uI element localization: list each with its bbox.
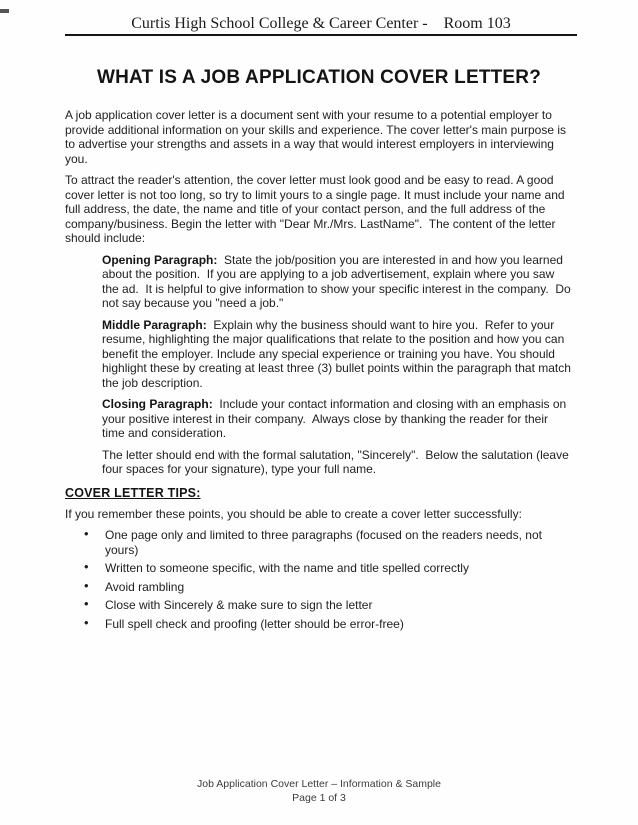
closing-paragraph-guide bbox=[102, 397, 572, 441]
salutation-note: The letter should end with the formal salutation, "Sincerely". Below the salutation (leave four spaces for your signature), type your full name. bbox=[102, 447, 573, 476]
footer-page-number: Page 1 of 3 bbox=[292, 792, 346, 804]
closing-paragraph-label: Closing Paragraph: bbox=[102, 397, 213, 411]
tips-heading: COVER LETTER TIPS: bbox=[65, 485, 201, 500]
middle-paragraph-label: Middle Paragraph: bbox=[102, 317, 207, 332]
intro-paragraph-2: To attract the reader's attention, the cover letter must look good and be easy to read. A good cover letter is not too long, so try to limit yours to a single page. It must include your name and full address, the date, the name and title of your contact person, and the full address of the company/business. Begin the letter with "Dear Mr./Mrs. LastName". The content of the letter should include: bbox=[65, 173, 568, 245]
tips-list bbox=[65, 528, 572, 631]
middle-paragraph-guide bbox=[102, 317, 575, 391]
opening-paragraph-text: State the job/position you are interested in and how you learned about the position. If you are applying to a job advertisement, explain where you saw the ad. It is helpful to give information to show your specific interest in the company. Do not say because you "need a job." bbox=[102, 252, 575, 310]
page-header bbox=[65, 0, 577, 36]
footer-title: Job Application Cover Letter – Information & Sample bbox=[197, 778, 441, 790]
tip-item: • Avoid rambling bbox=[65, 580, 572, 595]
tips-intro: If you remember these points, you should be able to create a cover letter successfully: bbox=[65, 506, 522, 521]
header-text: Curtis High School College & Career Center - Room 103 bbox=[131, 15, 511, 32]
closing-paragraph-text: Include your contact information and closing with an emphasis on your positive interest in their company. Always close by thanking the reader for their time and consideration. bbox=[102, 397, 570, 440]
page-title: WHAT IS A JOB APPLICATION COVER LETTER? bbox=[96, 67, 542, 88]
page-footer bbox=[0, 777, 638, 805]
opening-paragraph-guide bbox=[102, 252, 575, 311]
middle-paragraph-text: Explain why the business should want to hire you. Refer to your resume, highlighting the major qualifications that relate to the position and how you can benefit the employer. Include any special experience or training you have. You should highlight these by creating at least three (3) bullet points within the paragraph that match the job description. bbox=[102, 317, 575, 390]
opening-paragraph-label: Opening Paragraph: bbox=[102, 252, 218, 267]
scan-artifact bbox=[0, 9, 9, 13]
tip-item: • One page only and limited to three paragraphs (focused on the readers needs, not yours) bbox=[65, 528, 572, 557]
tip-item: • Written to someone specific, with the name and title spelled correctly bbox=[65, 561, 572, 576]
intro-paragraph-1: A job application cover letter is a document sent with your resume to a potential employer to provide additional information on your skills and experience. The cover letter's main purpose is to advertise your strengths and assets in a way that would interest employers in interviewing you. bbox=[65, 108, 570, 166]
tip-item: • Full spell check and proofing (letter should be error-free) bbox=[65, 617, 572, 632]
tip-item: • Close with Sincerely & make sure to sign the letter bbox=[65, 598, 572, 613]
document-body bbox=[65, 108, 575, 631]
